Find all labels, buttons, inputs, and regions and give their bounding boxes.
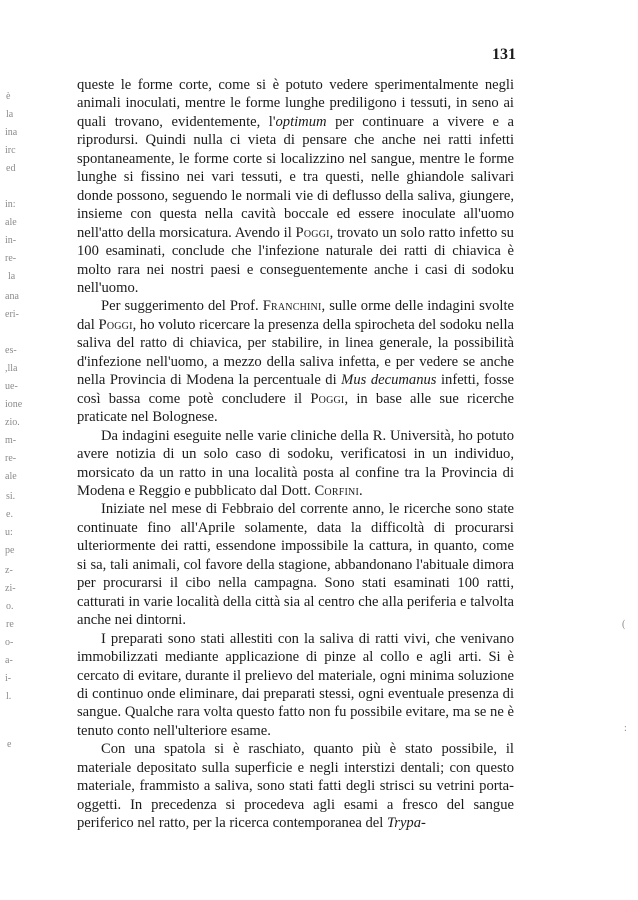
smallcaps-name: Poggi [310, 390, 345, 407]
margin-fragment: zi- [5, 583, 16, 594]
text-column [77, 76, 514, 833]
margin-fragment: : [624, 723, 627, 734]
margin-fragment: o. [6, 601, 14, 612]
text-run: per continuare a vivere e a riprodursi. Quindi nulla ci vieta di pensare che anche nei ratti infetti spontaneamente, le forme corte si localizzino nel sangue, mentre le forme lunghe si fissino nei vari tessuti, e tra questi, nelle ghiandole salivari donde possono, seguendo le normali vie di deflusso della saliva, giungere, insieme con questa nella cavità boccale ed essere inoculate all'uomo nell'atto della morsicatura. Avendo il [77, 113, 514, 241]
text-run: Iniziate nel mese di Febbraio del corrente anno, le ricerche sono state continuate fino all'Aprile solamente, data la difficoltà di procurarsi ulteriormente dei ratti, essendone impossibile la cattura, in quanto, come si sa, tali animali, col favore della stagione, abbandonano l'abituale dimora per procurarsi il cibo nella campagna. Sono stati esaminati 100 ratti, catturati in varie località della città sia al centro che alla periferia e talvolta anche nei dintorni. [77, 501, 514, 629]
text-run: queste le forme corte, come si è potuto vedere sperimentalmente negli animali inoculati, mentre le forme lunghe prediligono i tessuti, in seno ai quali trovano, evidentemente, l' [77, 77, 514, 130]
margin-fragment: ed [6, 163, 16, 174]
text-run: Da indagini eseguite nelle varie cliniche della R. Università, ho potuto avere notizia di un solo caso di sodoku, verificatosi in un individuo, morsicato da un ratto in una località posta al confine tra la Provincia di Modena e Reggio e pubblicato dal Dott. [77, 427, 514, 499]
paragraph [77, 500, 514, 629]
margin-fragment: eri- [5, 309, 19, 320]
text-run: . [358, 482, 363, 499]
margin-fragment: si. [6, 491, 16, 502]
text-run: , ho voluto ricercare la presenza della spirocheta del sodoku nella saliva del ratto di chiavica, per stabilire, in linea generale, la possibilità d'infezione nell'uomo, a mezzo della saliva infetta, e per vedere se anche nella Provincia di Modena la percentuale di [77, 316, 515, 389]
margin-fragment: ione [5, 399, 23, 410]
text-run: , sulle orme delle indagini svolte dal [77, 298, 514, 333]
margin-fragment: in- [5, 235, 17, 246]
paragraph [77, 297, 514, 426]
smallcaps-name: Poggi [98, 316, 133, 333]
margin-fragment: e [7, 739, 12, 750]
margin-fragment: ( [622, 619, 626, 630]
margin-fragment: l. [6, 691, 12, 702]
margin-fragment: re [6, 619, 14, 630]
margin-fragment: in: [5, 199, 16, 210]
italic-run: Trypa- [386, 815, 426, 832]
smallcaps-name: Poggi [295, 224, 330, 241]
margin-fragment: irc [5, 145, 16, 156]
paragraph [77, 76, 514, 297]
text-run: , trovato un solo ratto infetto su 100 esaminati, conclude che l'infezione naturale dei ratti di chiavica è molto rara nei nostri paesi e conseguentemente anche i casi di sodoku nell'uomo. [77, 224, 514, 296]
margin-fragment: ina [5, 127, 18, 138]
margin-fragment: la [8, 271, 16, 282]
paragraph [77, 427, 514, 501]
margin-fragment: è [6, 91, 11, 102]
smallcaps-name: Franchini [262, 298, 322, 315]
margin-fragment: re- [5, 253, 17, 264]
text-run: , in base alle sue ricerche praticate nel Bolognese. [77, 390, 515, 426]
margin-fragment: ,lla [5, 363, 18, 374]
smallcaps-name: Corfini [314, 482, 359, 499]
text-run: Per suggerimento del Prof. [101, 298, 263, 315]
margin-fragment: ue- [5, 381, 18, 392]
margin-fragment: ale [5, 217, 17, 228]
margin-fragment: o- [5, 637, 14, 648]
margin-fragment: pe [5, 545, 15, 556]
margin-fragment: m- [5, 435, 17, 446]
margin-fragment: i- [5, 673, 12, 684]
margin-fragment: ale [5, 471, 17, 482]
italic-run: Mus decumanus [341, 372, 437, 389]
margin-fragment: u: [5, 527, 13, 538]
margin-fragment: es- [5, 345, 17, 356]
margin-fragment: z- [5, 565, 13, 576]
margin-fragment: re- [5, 453, 17, 464]
text-run: Con una spatola si è raschiato, quanto più è stato possibile, il materiale depositato sulla superficie e negli interstizi dentali; con questo materiale, frammisto a saliva, sono stati fatti degli strisci su vetrini porta-oggetti. In precedenza si procedeva agli esami a fresco del sangue periferico nel ratto, per la ricerca contemporanea del [77, 741, 514, 832]
margin-fragment: ana [5, 291, 19, 302]
margin-fragment: la [6, 109, 14, 120]
page-number: 131 [492, 46, 516, 63]
margin-fragment: a- [5, 655, 13, 666]
margin-fragment: zio. [5, 417, 20, 428]
italic-run: optimum [275, 113, 327, 130]
text-run: infetti, fosse così bassa come potè concludere il [77, 372, 514, 407]
paragraph [77, 740, 514, 832]
margin-fragment: e. [6, 509, 13, 520]
paragraph [77, 630, 514, 741]
text-run: I preparati sono stati allestiti con la saliva di ratti vivi, che venivano immobilizzati mediante applicazione di pinze al collo e agli arti. Si è cercato di evitare, durante il prelievo del materiale, ogni minima soluzione di continuo onde eliminare, dai preparati stessi, ogni eventuale presenza di sangue. Qualche rara volta questo fatto non fu possibile evitare, ma se ne è tenuto conto nell'ulteriore esame. [77, 630, 514, 739]
